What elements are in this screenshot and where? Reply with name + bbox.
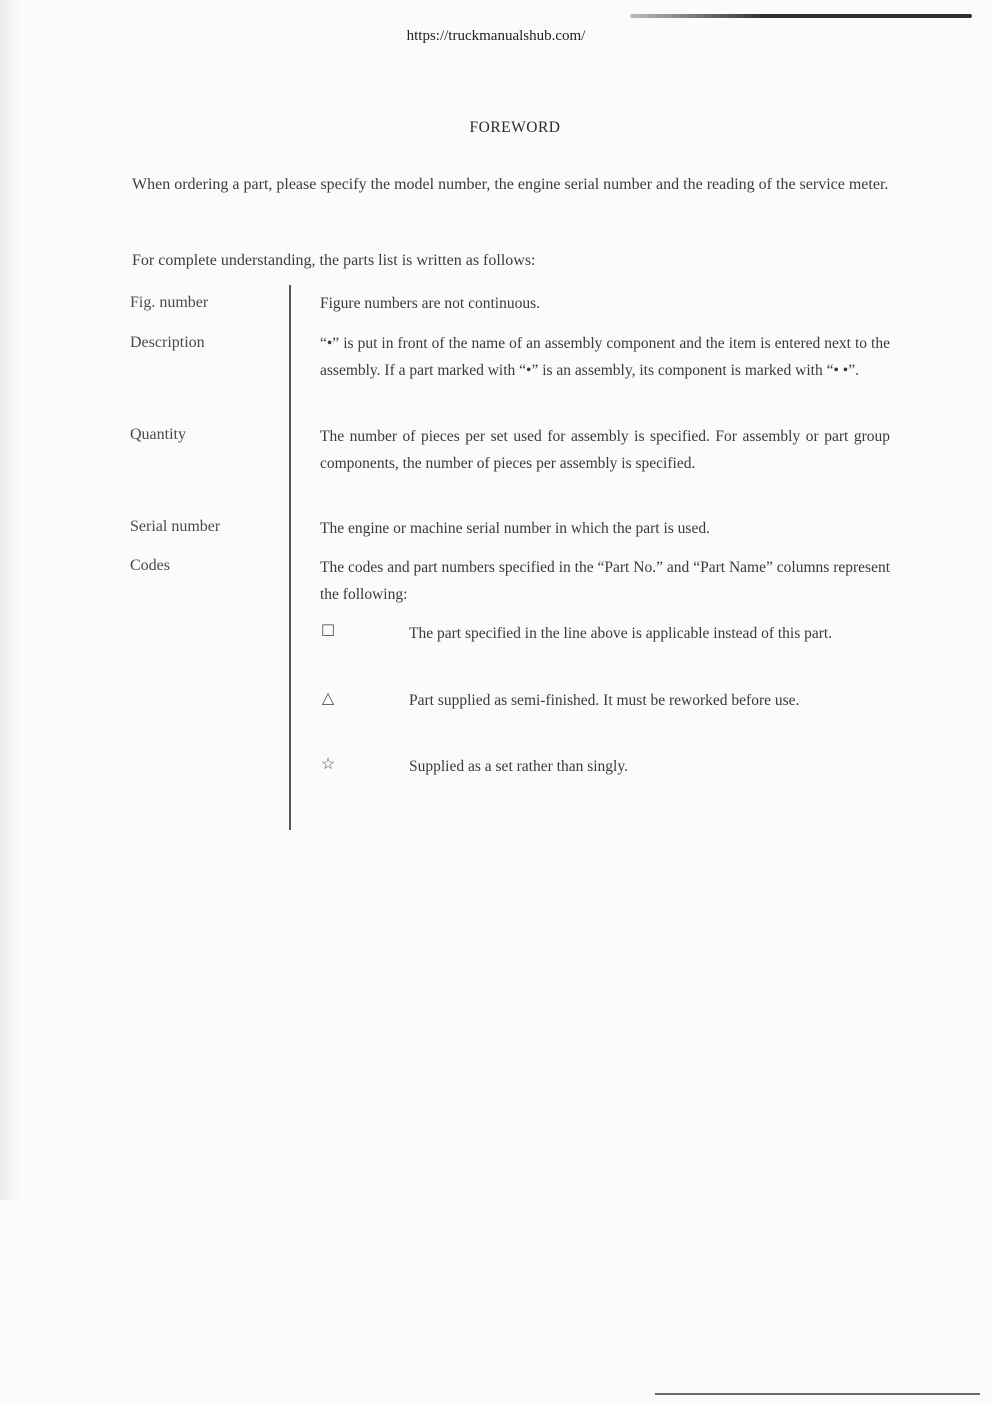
definition-fig-number: Figure numbers are not continuous.: [320, 295, 540, 312]
term-fig-number: Fig. number: [130, 294, 209, 311]
triangle-icon: △: [321, 690, 335, 707]
square-icon: ☐: [320, 623, 336, 640]
definition-description: “•” is put in front of the name of an assembly component and the item is entered next to the assembly. If a part marked with “•” is an assembly, its component is marked with “• •”.: [320, 335, 890, 379]
code-description-triangle: Part supplied as semi-finished. It must be reworked before use.: [409, 692, 800, 709]
code-description-star: Supplied as a set rather than singly.: [409, 758, 628, 775]
page-title: FOREWORD: [469, 119, 561, 136]
term-description: Description: [130, 334, 205, 351]
term-serial-number: Serial number: [130, 518, 221, 535]
top-rule: [630, 14, 972, 18]
definition-codes: The codes and part numbers specified in the “Part No.” and “Part Name” columns represent the following:: [320, 559, 890, 603]
star-icon: ☆: [320, 756, 336, 773]
code-description-square: The part specified in the line above is applicable instead of this part.: [409, 625, 833, 642]
lead-paragraph: For complete understanding, the parts list is written as follows:: [132, 252, 536, 269]
bottom-rule: [655, 1393, 980, 1395]
source-url[interactable]: https://truckmanualshub.com/: [406, 28, 586, 44]
page-edge-shadow: [0, 0, 22, 1200]
term-codes: Codes: [130, 557, 170, 574]
intro-paragraph: When ordering a part, please specify the model number, the engine serial number and the reading of the service meter.: [132, 176, 889, 193]
definition-serial-number: The engine or machine serial number in which the part is used.: [320, 520, 710, 537]
term-quantity: Quantity: [130, 426, 186, 443]
definition-quantity: The number of pieces per set used for assembly is specified. For assembly or part group components, the number of pieces per assembly is specified.: [320, 428, 890, 472]
column-divider: [289, 285, 291, 830]
